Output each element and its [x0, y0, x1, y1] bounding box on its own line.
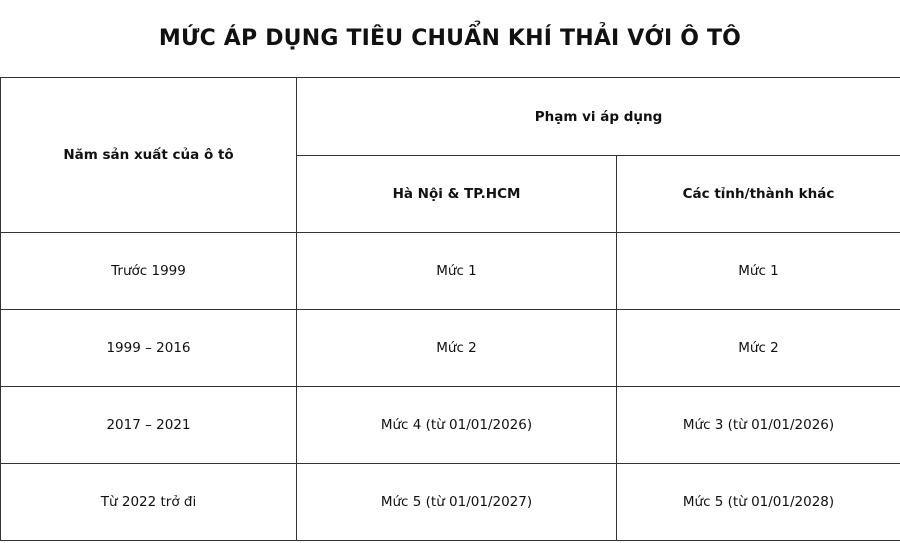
- cell-other-level: Mức 2: [617, 310, 900, 387]
- table-row: [1, 387, 900, 464]
- table-header-row: [1, 78, 900, 156]
- table-row: [1, 233, 900, 310]
- cell-hanoi-hcmc-level: Mức 1: [297, 233, 617, 310]
- cell-other-level: Mức 5 (từ 01/01/2028): [617, 464, 900, 541]
- header-hanoi-hcmc: Hà Nội & TP.HCM: [297, 156, 617, 233]
- cell-year: Trước 1999: [1, 233, 297, 310]
- emission-standard-table: [0, 77, 900, 541]
- cell-hanoi-hcmc-level: Mức 4 (từ 01/01/2026): [297, 387, 617, 464]
- cell-hanoi-hcmc-level: Mức 5 (từ 01/01/2027): [297, 464, 617, 541]
- cell-other-level: Mức 1: [617, 233, 900, 310]
- cell-other-level: Mức 3 (từ 01/01/2026): [617, 387, 900, 464]
- header-scope: Phạm vi áp dụng: [297, 78, 900, 156]
- cell-year: 2017 – 2021: [1, 387, 297, 464]
- header-production-year: Năm sản xuất của ô tô: [1, 78, 297, 233]
- header-other-provinces: Các tỉnh/thành khác: [617, 156, 900, 233]
- page-title: MỨC ÁP DỤNG TIÊU CHUẨN KHÍ THẢI VỚI Ô TÔ: [158, 26, 742, 51]
- table-row: [1, 310, 900, 387]
- cell-year: 1999 – 2016: [1, 310, 297, 387]
- table-row: [1, 464, 900, 541]
- cell-year: Từ 2022 trở đi: [1, 464, 297, 541]
- cell-hanoi-hcmc-level: Mức 2: [297, 310, 617, 387]
